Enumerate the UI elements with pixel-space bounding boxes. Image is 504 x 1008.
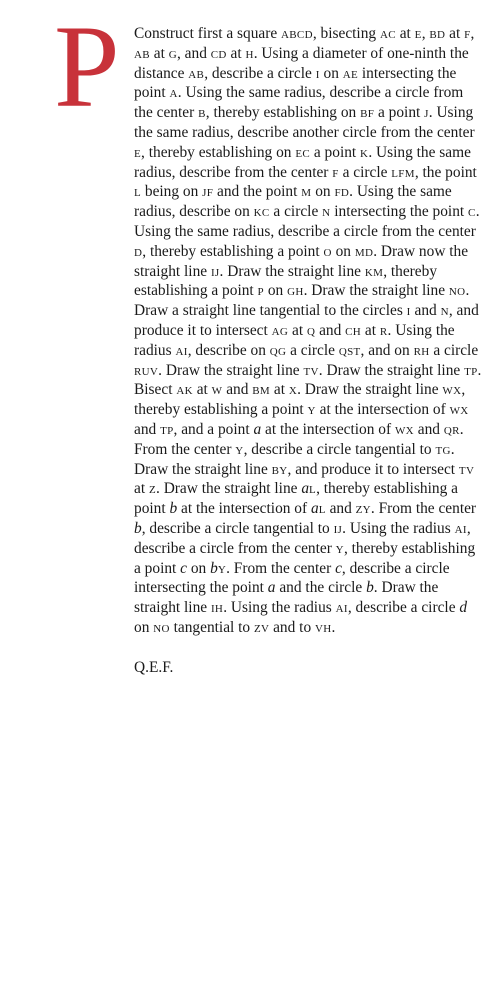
text-run: , and produce it to intersect — [287, 460, 459, 478]
text-run: , thereby establishing a point — [134, 262, 438, 300]
text-run: . Using the same radius, describe another circle from the center — [134, 104, 475, 141]
text-run: tangential to — [169, 618, 254, 636]
point-label: ak — [176, 381, 193, 399]
point-label: ai — [454, 519, 467, 537]
point-label: d — [134, 242, 143, 260]
italic-point-label: a — [301, 480, 310, 498]
text-run: , and produce it to intersect — [134, 302, 479, 339]
text-run: , the point — [414, 163, 477, 181]
point-label: ab — [188, 64, 205, 82]
text-run: at — [288, 321, 307, 339]
text-run: , thereby establishing a point — [134, 539, 476, 577]
text-run: . From the center — [370, 500, 477, 518]
text-run: Construct first a square — [134, 25, 282, 42]
point-label: ai — [175, 341, 188, 359]
text-run: . — [331, 618, 336, 636]
point-label: y — [307, 401, 316, 419]
point-label: ab — [134, 44, 150, 62]
point-label: qst — [338, 341, 361, 359]
text-run: and — [315, 321, 346, 339]
point-label: ec — [295, 143, 311, 161]
text-run: and — [222, 381, 253, 399]
point-label: cd — [210, 44, 227, 62]
text-run: . Using the radius — [342, 519, 455, 537]
text-run: , describe a circle — [204, 64, 316, 82]
point-label: wx — [394, 420, 414, 438]
text-run: and the point — [213, 183, 302, 201]
text-run: . Draw now the straight line — [134, 242, 469, 280]
text-run: at — [361, 321, 380, 339]
point-label: lfm — [391, 163, 415, 181]
point-label: vh — [315, 618, 332, 636]
text-run: at the intersection of — [177, 500, 311, 518]
text-run: . Using the same radius, describe from the center — [134, 143, 471, 181]
point-label: zv — [253, 618, 270, 636]
point-label: e — [134, 143, 142, 161]
text-run: and — [410, 302, 441, 320]
point-label: tp — [160, 420, 174, 438]
text-run: , bisecting — [312, 25, 380, 42]
text-run: . Draw a straight line tangential to the circles — [134, 282, 470, 320]
text-run: , and on — [360, 341, 414, 359]
text-run: at — [192, 381, 212, 399]
text-run: . Using the same radius, describe a circle from the center — [134, 203, 480, 240]
text-run: . Draw the straight line — [318, 361, 465, 379]
text-run: . Bisect — [134, 361, 482, 399]
point-label: ac — [379, 25, 396, 42]
point-label: tg — [435, 440, 451, 458]
point-label: f — [464, 25, 471, 42]
text-run: , describe a circle tangential to — [243, 440, 436, 458]
text-run: a circle — [338, 163, 392, 181]
italic-point-label: d — [459, 599, 468, 617]
text-run: , thereby establishing a point — [142, 242, 324, 260]
text-run: . Draw the straight line — [134, 579, 439, 617]
text-run: and to — [269, 618, 315, 636]
text-run: , describe a circle from the center — [134, 519, 471, 557]
text-run: at — [149, 44, 169, 62]
text-run: intersecting the point — [134, 64, 457, 102]
point-label: g — [168, 44, 177, 62]
point-label: kc — [253, 203, 270, 221]
text-run: at — [226, 44, 246, 62]
text-run: and — [134, 420, 161, 438]
point-label: c — [468, 203, 476, 221]
italic-point-label: a — [267, 579, 276, 597]
text-run: , describe a circle intersecting the point — [134, 559, 450, 597]
text-run: on — [319, 64, 343, 82]
point-label: zy — [355, 500, 371, 518]
point-label: x — [288, 381, 298, 399]
text-run: . Using the radius — [223, 599, 336, 617]
text-run: intersecting the point — [330, 203, 469, 221]
point-label: n — [322, 203, 331, 221]
point-label: q — [306, 321, 316, 339]
text-run: on — [187, 559, 211, 577]
point-label: jf — [202, 183, 214, 201]
point-label: z — [148, 480, 156, 498]
point-label: j — [424, 104, 429, 122]
text-run: on — [134, 618, 154, 636]
point-label: p — [257, 282, 264, 300]
text-run: , thereby establishing a point — [134, 381, 466, 419]
point-label: abcd — [281, 25, 313, 42]
italic-point-label: a — [310, 500, 319, 518]
point-label: by — [271, 460, 288, 478]
text-run: at — [134, 480, 149, 498]
italic-point-label: b — [169, 500, 178, 518]
point-label: w — [211, 381, 223, 399]
italic-point-label: b — [134, 519, 142, 537]
italic-point-label: a — [253, 420, 262, 438]
point-label: n — [440, 302, 449, 320]
text-run: . Using the radius — [134, 321, 455, 359]
italic-point-label: b — [210, 559, 218, 577]
point-label: ih — [210, 599, 224, 617]
point-label: gh — [287, 282, 304, 300]
point-label: ruv — [134, 361, 159, 379]
text-run: a circle — [269, 203, 323, 221]
point-label: k — [360, 143, 369, 161]
text-run: . Draw the straight line — [158, 361, 304, 379]
construction-paragraph — [134, 24, 482, 638]
drop-cap-initial: P — [54, 1, 120, 132]
text-run: . From the center — [226, 559, 336, 577]
italic-point-label: b — [366, 579, 374, 597]
point-label: m — [301, 183, 312, 201]
qef-closing: Q.E.F. — [134, 658, 174, 676]
text-run: . Draw the straight line — [134, 440, 455, 478]
point-label: y — [235, 440, 244, 458]
point-label: h — [245, 44, 254, 62]
text-run: at the intersection of — [261, 420, 395, 438]
text-run: , thereby establishing on — [141, 143, 296, 161]
point-label: qg — [269, 341, 287, 359]
text-run: , thereby establishing a point — [134, 480, 458, 518]
point-label: l — [134, 183, 142, 201]
text-run: and — [325, 500, 356, 518]
text-run: . Draw the straight line — [297, 381, 443, 399]
point-label: i — [315, 64, 320, 82]
point-label: km — [364, 262, 384, 280]
point-label: r — [379, 321, 388, 339]
text-run: a point — [374, 104, 425, 122]
text-run: at the intersection of — [315, 401, 450, 419]
text-run: . Draw the straight line — [219, 262, 365, 280]
text-run: a circle — [286, 341, 339, 359]
point-label: no — [448, 282, 466, 300]
point-label: ag — [271, 321, 289, 339]
point-label: l — [309, 480, 317, 498]
point-label: b — [198, 104, 206, 122]
text-run: , and — [176, 44, 211, 62]
text-run: at — [270, 381, 289, 399]
text-run: , and a point — [173, 420, 254, 438]
text-run: being on — [141, 183, 203, 201]
point-label: no — [153, 618, 170, 636]
text-run: , — [421, 25, 430, 42]
point-label: o — [323, 242, 332, 260]
point-label: ch — [345, 321, 362, 339]
point-label: bf — [360, 104, 375, 122]
italic-point-label: c — [180, 559, 188, 577]
point-label: ij — [333, 519, 343, 537]
point-label: tv — [303, 361, 319, 379]
point-label: bm — [252, 381, 271, 399]
text-run: on — [263, 282, 288, 300]
point-label: md — [354, 242, 374, 260]
point-label: fd — [334, 183, 350, 201]
point-label: wx — [449, 401, 469, 419]
text-run: . Using the same radius, describe on — [134, 183, 452, 221]
text-run: . Draw the straight line — [156, 480, 302, 498]
text-run: a point — [310, 143, 361, 161]
text-run: . Using a diameter of one-ninth the distance — [134, 44, 469, 82]
point-label: qr — [443, 420, 460, 438]
text-run: on — [331, 242, 355, 260]
text-run: . Draw the straight line — [303, 282, 449, 300]
text-run: a circle — [429, 341, 479, 359]
text-run: , thereby establishing on — [205, 104, 361, 122]
point-label: ae — [342, 64, 359, 82]
text-run: and the circle — [275, 579, 367, 597]
text-run: at — [445, 25, 465, 42]
point-label: y — [217, 559, 227, 577]
italic-point-label: c — [335, 559, 342, 577]
point-label: tp — [464, 361, 478, 379]
point-label: ij — [210, 262, 220, 280]
text-run: , describe a circle — [347, 599, 460, 617]
point-label: f — [332, 163, 339, 181]
text-run: . Using the same radius, describe a circle from the center — [134, 84, 464, 122]
text-run: , — [470, 25, 475, 42]
point-label: wx — [442, 381, 462, 399]
point-label: l — [318, 500, 326, 518]
point-label: rh — [413, 341, 430, 359]
text-run: , describe a circle tangential to — [141, 519, 334, 537]
point-label: y — [335, 539, 344, 557]
text-run: at — [395, 25, 415, 42]
point-label: e — [414, 25, 422, 42]
text-run: . From the center — [134, 420, 464, 458]
point-label: tv — [458, 460, 475, 478]
text-column — [134, 24, 482, 678]
point-label: ai — [335, 599, 348, 617]
text-run: on — [311, 183, 335, 201]
point-label: i — [406, 302, 411, 320]
text-run: and — [413, 420, 444, 438]
point-label: bd — [429, 25, 446, 42]
point-label: a — [169, 84, 178, 102]
text-run: , describe on — [187, 341, 270, 359]
